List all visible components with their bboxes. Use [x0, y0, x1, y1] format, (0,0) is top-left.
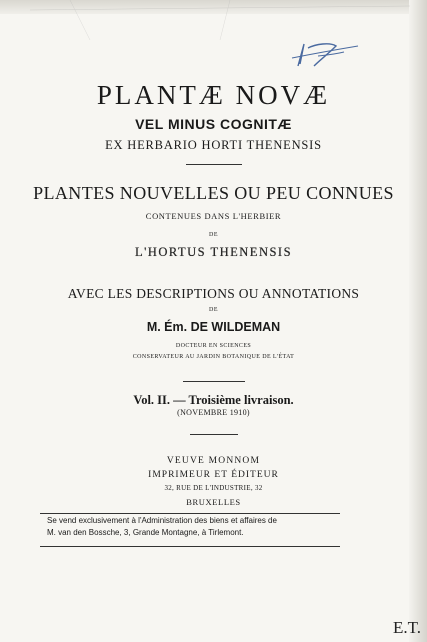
volume-date: (NOVEMBRE 1910): [177, 408, 250, 417]
by-line: DE: [209, 307, 218, 313]
seller-watermark: E.T.: [392, 618, 421, 637]
notice-line: Se vend exclusivement à l'Administration des biens et affaires de: [47, 516, 277, 525]
handwritten-mark: [278, 34, 368, 74]
divider: [183, 381, 245, 382]
author-position: CONSERVATEUR AU JARDIN BOTANIQUE DE L'ÉTAT: [132, 354, 295, 360]
main-title: PLANTÆ NOVÆ: [96, 80, 331, 110]
publisher-address: 32, RUE DE L'INDUSTRIE, 32: [164, 484, 263, 492]
volume-title: Vol. II. — Troisième livraison.: [133, 393, 294, 407]
subtitle: VEL MINUS COGNITÆ: [135, 116, 292, 132]
publisher-city: BRUXELLES: [186, 497, 241, 507]
divider: [186, 164, 242, 165]
herbarium-line: EX HERBARIO HORTI THENENSIS: [105, 138, 322, 152]
author-name: M. Ém. DE WILDEMAN: [146, 320, 281, 334]
publisher-role: IMPRIMEUR ET ÉDITEUR: [148, 470, 279, 480]
garden-name: L'HORTUS THENENSIS: [134, 245, 293, 259]
publisher-name: VEUVE MONNOM: [166, 456, 261, 466]
french-title: PLANTES NOUVELLES OU PEU CONNUES: [33, 183, 394, 203]
of-line: DE: [209, 232, 218, 238]
descriptions-line: AVEC LES DESCRIPTIONS OU ANNOTATIONS: [67, 286, 360, 301]
contained-line: CONTENUES DANS L'HERBIER: [145, 211, 282, 221]
notice-line: M. van den Bossche, 3, Grande Montagne, à Tirlemont.: [47, 528, 244, 537]
divider: [190, 434, 238, 435]
author-degree: DOCTEUR EN SCIENCES: [175, 343, 252, 349]
